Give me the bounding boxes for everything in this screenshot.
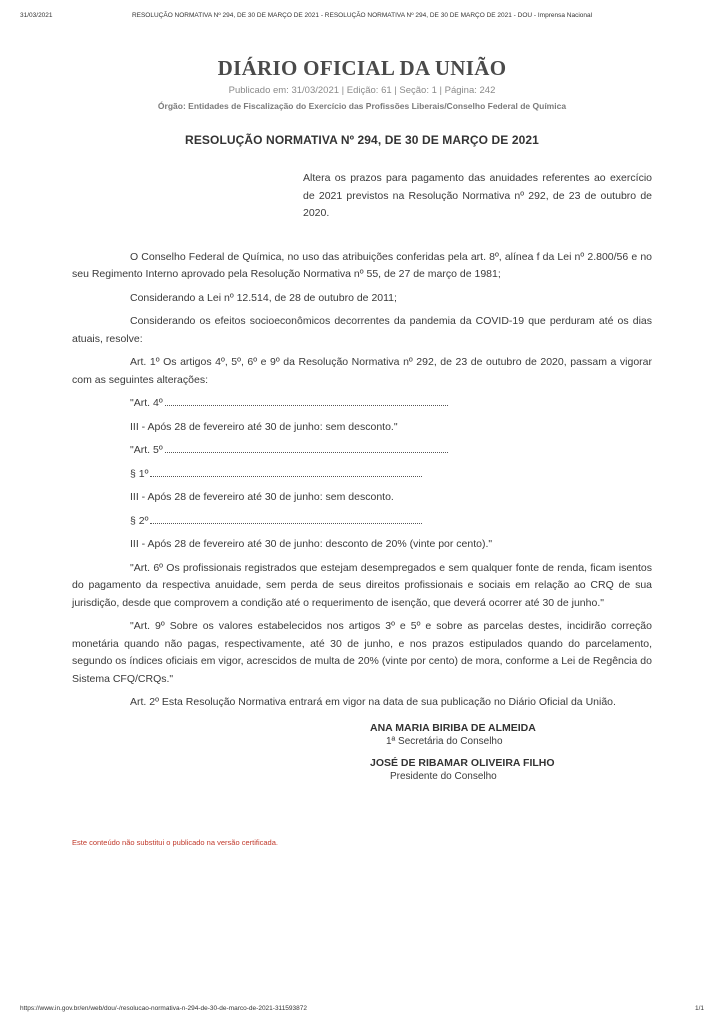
paragraph-considerando-covid: Considerando os efeitos socioeconômicos decorrentes da pandemia da COVID-19 que perduram até os dias atuais, resolve: [72, 315, 652, 345]
paragraph-art-2: Art. 2º Esta Resolução Normativa entrará em vigor na data de sua publicação no Diário Oficial da União. [130, 696, 616, 708]
body-text [72, 249, 652, 712]
paragraph-art-5 [72, 442, 652, 460]
par-1-label: § 1º [130, 467, 149, 480]
art-4-label: "Art. 4º [130, 397, 163, 409]
print-date: 31/03/2021 [20, 12, 53, 19]
publication-line: Publicado em: 31/03/2021 | Edição: 61 | Seção: 1 | Página: 242 [228, 85, 496, 96]
signature-secretary [370, 722, 652, 747]
signatures [370, 722, 652, 782]
paragraph-par-1-iii: III - Após 28 de fevereiro até 30 de junho: sem desconto. [130, 491, 394, 503]
ementa: Altera os prazos para pagamento das anuidades referentes ao exercício de 2021 previstos na Resolução Normativa nº 292, de 23 de outubro de 2020. [303, 172, 652, 219]
signature-role: 1ª Secretária do Conselho [386, 735, 503, 747]
paragraph-par-2 [72, 513, 652, 531]
signature-name: JOSÉ DE RIBAMAR OLIVEIRA FILHO [370, 756, 555, 769]
certification-disclaimer: Este conteúdo não substitui o publicado na versão certificada. [72, 838, 278, 847]
dotted-leader [165, 442, 448, 453]
paragraph-par-1 [72, 466, 652, 484]
dotted-leader [150, 513, 422, 524]
dotted-leader [165, 395, 448, 406]
dotted-leader [150, 466, 422, 477]
resolution-title: RESOLUÇÃO NORMATIVA Nº 294, DE 30 DE MARÇO DE 2021 [185, 133, 539, 147]
print-header [20, 12, 704, 19]
signature-role: Presidente do Conselho [390, 770, 497, 782]
paragraph-art-1: Art. 1º Os artigos 4º, 5º, 6º e 9º da Resolução Normativa nº 292, de 23 de outubro de 2020, passam a vigorar com as seguintes alterações: [72, 356, 652, 386]
print-footer [20, 1005, 704, 1012]
page-number: 1/1 [694, 1005, 704, 1012]
print-title: RESOLUÇÃO NORMATIVA Nº 294, DE 30 DE MARÇO DE 2021 - RESOLUÇÃO NORMATIVA Nº 294, DE 30 DE MARÇO DE 2021 - DOU - Imprensa Nacional [131, 12, 593, 19]
page-url: https://www.in.gov.br/en/web/dou/-/resolucao-normativa-n-294-de-30-de-marco-de-2021-311593872 [20, 1005, 307, 1012]
paragraph-art-6: "Art. 6º Os profissionais registrados que estejam desempregados e sem qualquer fonte de renda, ficam isentos do pagamento da respectiva anuidade, sem perda de seus direitos profissionais e sociais em relação ao CRQ de sua jurisdição, desde que comprovem a condição até o requerimento de isenção, que deverá ocorrer até 30 de junho." [72, 561, 652, 609]
paragraph-art-9: "Art. 9º Sobre os valores estabelecidos nos artigos 3º e 5º e sobre as parcelas destes, incidirão correção monetária quando não pagas, respectivamente, até 30 de junho, e nos prazos estipulados quando do parcelamento, segundo os índices oficiais em vigor, acrescidos de multa de 20% (vinte por cento) de mora, conforme a Lei de Regência do Sistema CFQ/CRQs." [72, 620, 652, 685]
par-2-label: § 2º [130, 514, 149, 527]
paragraph-par-2-iii: III - Após 28 de fevereiro até 30 de junho: desconto de 20% (vinte por cento)." [130, 538, 493, 550]
art-5-label: "Art. 5º [130, 444, 163, 456]
orgao-line: Órgão: Entidades de Fiscalização do Exercício das Profissões Liberais/Conselho Federal de Química [157, 101, 567, 111]
dou-title: DIÁRIO OFICIAL DA UNIÃO [217, 56, 507, 80]
document [72, 56, 652, 792]
signature-name: ANA MARIA BIRIBA DE ALMEIDA [370, 721, 536, 734]
paragraph-art-4-iii: III - Após 28 de fevereiro até 30 de junho: sem desconto." [130, 420, 398, 433]
paragraph-considerando-lei: Considerando a Lei nº 12.514, de 28 de outubro de 2011; [130, 291, 397, 304]
signature-president [370, 757, 652, 782]
paragraph-preamble: O Conselho Federal de Química, no uso das atribuições conferidas pela art. 8º, alínea f da Lei nº 2.800/56 e no seu Regimento Interno aprovado pela Resolução Normativa nº 55, de 27 de março de 1981; [72, 250, 652, 280]
paragraph-art-4 [72, 395, 652, 413]
